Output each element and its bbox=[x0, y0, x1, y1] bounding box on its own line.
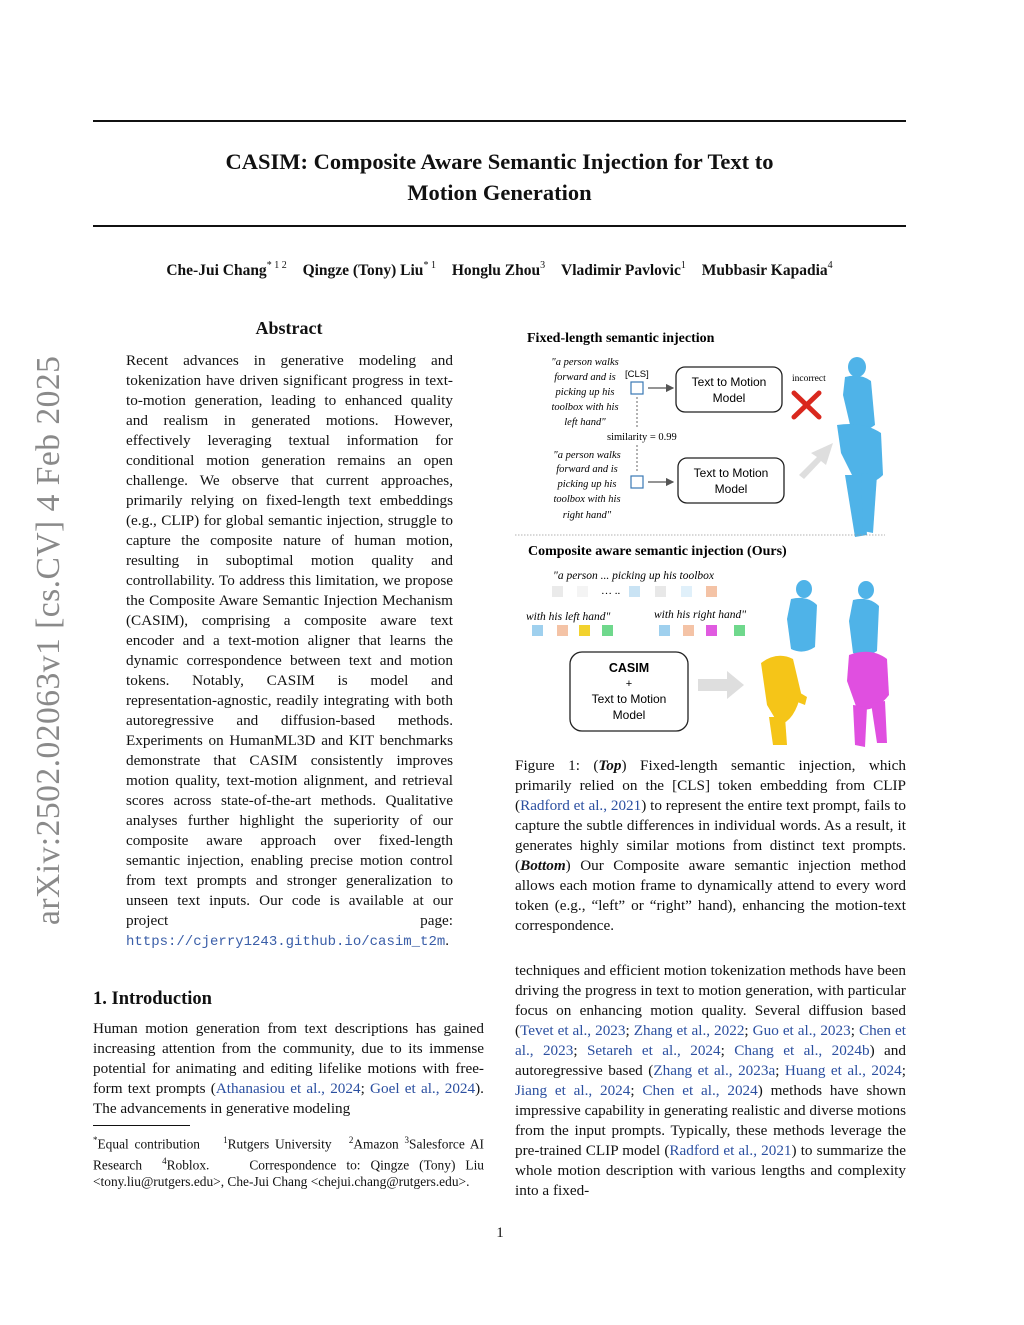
citation-link[interactable]: Radford et al., 2021 bbox=[520, 797, 642, 814]
citation-link[interactable]: Setareh et al., 2024 bbox=[586, 1042, 721, 1059]
project-url-link[interactable]: https://cjerry1243.github.io/casim_t2m bbox=[126, 934, 446, 950]
svg-text:toolbox with his: toolbox with his bbox=[551, 402, 619, 413]
title-line-2: Motion Generation bbox=[407, 180, 592, 205]
title-rule-top bbox=[93, 120, 906, 122]
motion-arrow bbox=[698, 671, 744, 699]
svg-text:Model: Model bbox=[714, 482, 748, 496]
svg-text:Text to Motion: Text to Motion bbox=[591, 692, 667, 706]
right-token-row bbox=[659, 625, 745, 636]
citation-link[interactable]: Zhang et al., 2023a bbox=[653, 1062, 776, 1079]
cls-token-box-2 bbox=[631, 476, 643, 488]
citation-link[interactable]: Radford et al., 2021 bbox=[669, 1142, 792, 1159]
bottom-prompt: "a person ... picking up his toolbox bbox=[553, 570, 715, 582]
svg-text:picking up his: picking up his bbox=[557, 479, 617, 490]
introduction-paragraph-continued: techniques and efficient motion tokenization methods have been driving the progress in text to motion generation, with particular focus on enhancing motion quality. Several diffusion based (Tevet et al., 2023; Zhang et al., 2022; Guo et al., 2023; Chen et al., 2023; Setareh et al., 2024; Chang et al., 2024b) and autoregressive based (Zhang et al., 2023a; Huang et al., 2024; Jiang et al., 2024; Chen et al., 2024) methods have shown impressive capability in generating realistic and diverse motions from the input prompts. Typically, these methods leverage the pre-trained CLIP model (Radford et al., 2021) to summarize the whole motion description with various lengths and complexity into a fixed- bbox=[515, 962, 907, 1199]
text-to-motion-model-box-1 bbox=[676, 367, 782, 412]
citation-link[interactable]: Goel et al., 2024 bbox=[370, 1080, 476, 1097]
motion-figure-pink bbox=[847, 652, 889, 747]
title-rule-bottom bbox=[93, 225, 906, 227]
footnote: *Equal contribution $^1$Rutgers University $^2$Amazon $^3$Salesforce AI Research $^4$Roblox. Correspondence to: Qingze (Tony) Liu <tony.liu@rutgers.edu>, Che-Jui Chang <chejui.chang@rutgers.edu>. bbox=[93, 1135, 485, 1189]
citation-link[interactable]: Chen et al., 2024 bbox=[642, 1082, 758, 1099]
right-branch-text: with his right hand" bbox=[654, 609, 747, 621]
figure-1 bbox=[515, 325, 906, 755]
shared-tokens bbox=[629, 586, 717, 597]
citation-link[interactable]: Guo et al., 2023 bbox=[752, 1022, 851, 1039]
citation-link[interactable]: Zhang et al., 2022 bbox=[633, 1022, 745, 1039]
left-branch-text: with his left hand" bbox=[526, 611, 611, 623]
cls-token-box-1 bbox=[631, 382, 643, 394]
citation-link[interactable]: Jiang et al., 2024 bbox=[515, 1082, 631, 1099]
prompt-left-hand bbox=[551, 357, 618, 428]
title-line-1: CASIM: Composite Aware Semantic Injection for Text to bbox=[225, 149, 774, 174]
svg-text:right hand": right hand" bbox=[562, 510, 612, 521]
svg-text:"a person walks: "a person walks bbox=[551, 357, 619, 368]
motion-figure-blue-top bbox=[837, 357, 883, 537]
arxiv-identifier[interactable]: arXiv:2502.02063v1 [cs.CV] 4 Feb 2025 bbox=[30, 355, 67, 925]
svg-text:toolbox with his: toolbox with his bbox=[553, 494, 621, 505]
svg-text:Model: Model bbox=[712, 391, 746, 405]
incorrect-cross-icon bbox=[794, 393, 819, 417]
citation-link[interactable]: Chang et al., 2024b bbox=[734, 1042, 870, 1059]
figure-1-caption: Figure 1: (Top) Fixed-length semantic injection, which primarily relied on the [CLS] token embedding from CLIP (Radford et al., 2021) to represent the entire text prompt, fails to capture the subtle differences in individual words. As a result, it generates highly similar motions from distinct text prompts. (Bottom) Our Composite aware semantic injection method allows each motion frame to dynamically attend to every word token (e.g., “left” or “right” hand), enhancing the motion-text correspondence. bbox=[515, 757, 906, 934]
author: Honglu Zhou$^3$ bbox=[451, 260, 546, 279]
motion-figure-blue-right bbox=[849, 581, 879, 656]
paper-title bbox=[93, 146, 906, 208]
figure-bottom-title: Composite aware semantic injection (Ours) bbox=[528, 544, 787, 559]
svg-text:+: + bbox=[625, 678, 633, 690]
author: Che-Jui Chang$^{* 1 2}$ bbox=[166, 260, 287, 279]
introduction-paragraph: Human motion generation from text descriptions has gained increasing attention from the community, due to its immense potential for animating and editing lifelike motions with free-form text prompts (Athanasiou et al., 2024; Goel et al., 2024). The advancements in generative modeling bbox=[93, 1020, 484, 1117]
casim-label: CASIM bbox=[608, 661, 650, 675]
svg-text:forward and is: forward and is bbox=[556, 464, 618, 475]
similarity-label: similarity = 0.99 bbox=[607, 432, 677, 443]
svg-text:left hand": left hand" bbox=[564, 417, 606, 428]
motion-arrow bbox=[799, 443, 833, 479]
citation-link[interactable]: Huang et al., 2024 bbox=[784, 1062, 902, 1079]
incorrect-label: incorrect bbox=[792, 374, 826, 384]
abstract-body: Recent advances in generative modeling and tokenization have driven significant progress in text-to-motion generation, leading to enhanced quality and realism in generated motions. However, effectively leveraging textual information for conditional motion generation remains an open challenge. We observe that current approaches, primarily relying on fixed-length text embeddings (e.g., CLIP) for global semantic injection, struggle to capture the composite nature of human motion, resulting in suboptimal motion quality and controllability. To address this limitation, we propose the Composite Aware Semantic Injection Mechanism (CASIM), comprising a composite aware text encoder and a text-motion aligner that learns the dynamic correspondence between text and motion tokens. Notably, CASIM is model and representation-agnostic, readily integrating with both autoregressive and diffusion-based methods. Experiments on HumanML3D and KIT benchmarks demonstrate that CASIM consistently improves motion quality, text-motion alignment, and retrieval scores across state-of-the-art methods. Qualitative analyses further highlight the superiority of our composite aware approach over fixed-length semantic injection, enabling precise motion control from text prompts and stronger generalization to unseen text inputs. Our code is available at our project page: https://cjerry1243.github.io/casim_t2m. bbox=[126, 352, 453, 950]
shared-tokens bbox=[552, 586, 588, 597]
author: Mubbasir Kapadia$^4$ bbox=[701, 260, 833, 279]
prompt-right-hand bbox=[553, 450, 620, 521]
svg-text:picking up his: picking up his bbox=[555, 387, 615, 398]
author: Qingze (Tony) Liu$^{* 1}$ bbox=[302, 260, 436, 279]
page-number: 1 bbox=[496, 1225, 504, 1241]
abstract-heading: Abstract bbox=[255, 318, 323, 338]
cls-token-label: [CLS] bbox=[625, 369, 649, 380]
footnote-rule bbox=[93, 1125, 190, 1126]
left-token-row bbox=[532, 625, 613, 636]
motion-figure-blue-left bbox=[787, 580, 817, 652]
motion-figure-yellow bbox=[761, 656, 807, 745]
svg-text:Text to Motion: Text to Motion bbox=[693, 466, 769, 480]
svg-text:"a person walks: "a person walks bbox=[553, 450, 621, 461]
figure-top-title: Fixed-length semantic injection bbox=[527, 331, 715, 346]
token-ellipsis: … .. bbox=[601, 585, 621, 597]
svg-text:Text to Motion: Text to Motion bbox=[691, 375, 767, 389]
section-heading-introduction: 1. Introduction bbox=[93, 989, 212, 1009]
svg-text:Model: Model bbox=[612, 708, 646, 722]
text-to-motion-model-box-2 bbox=[678, 458, 784, 503]
svg-text:forward and is: forward and is bbox=[554, 372, 616, 383]
author-list bbox=[93, 262, 906, 280]
citation-link[interactable]: Athanasiou et al., 2024 bbox=[215, 1080, 361, 1097]
citation-link[interactable]: Tevet et al., 2023 bbox=[520, 1022, 626, 1039]
citation-link[interactable]: Chen et al., 2023 bbox=[515, 1022, 906, 1059]
author: Vladimir Pavlovic$^1$ bbox=[561, 260, 686, 279]
